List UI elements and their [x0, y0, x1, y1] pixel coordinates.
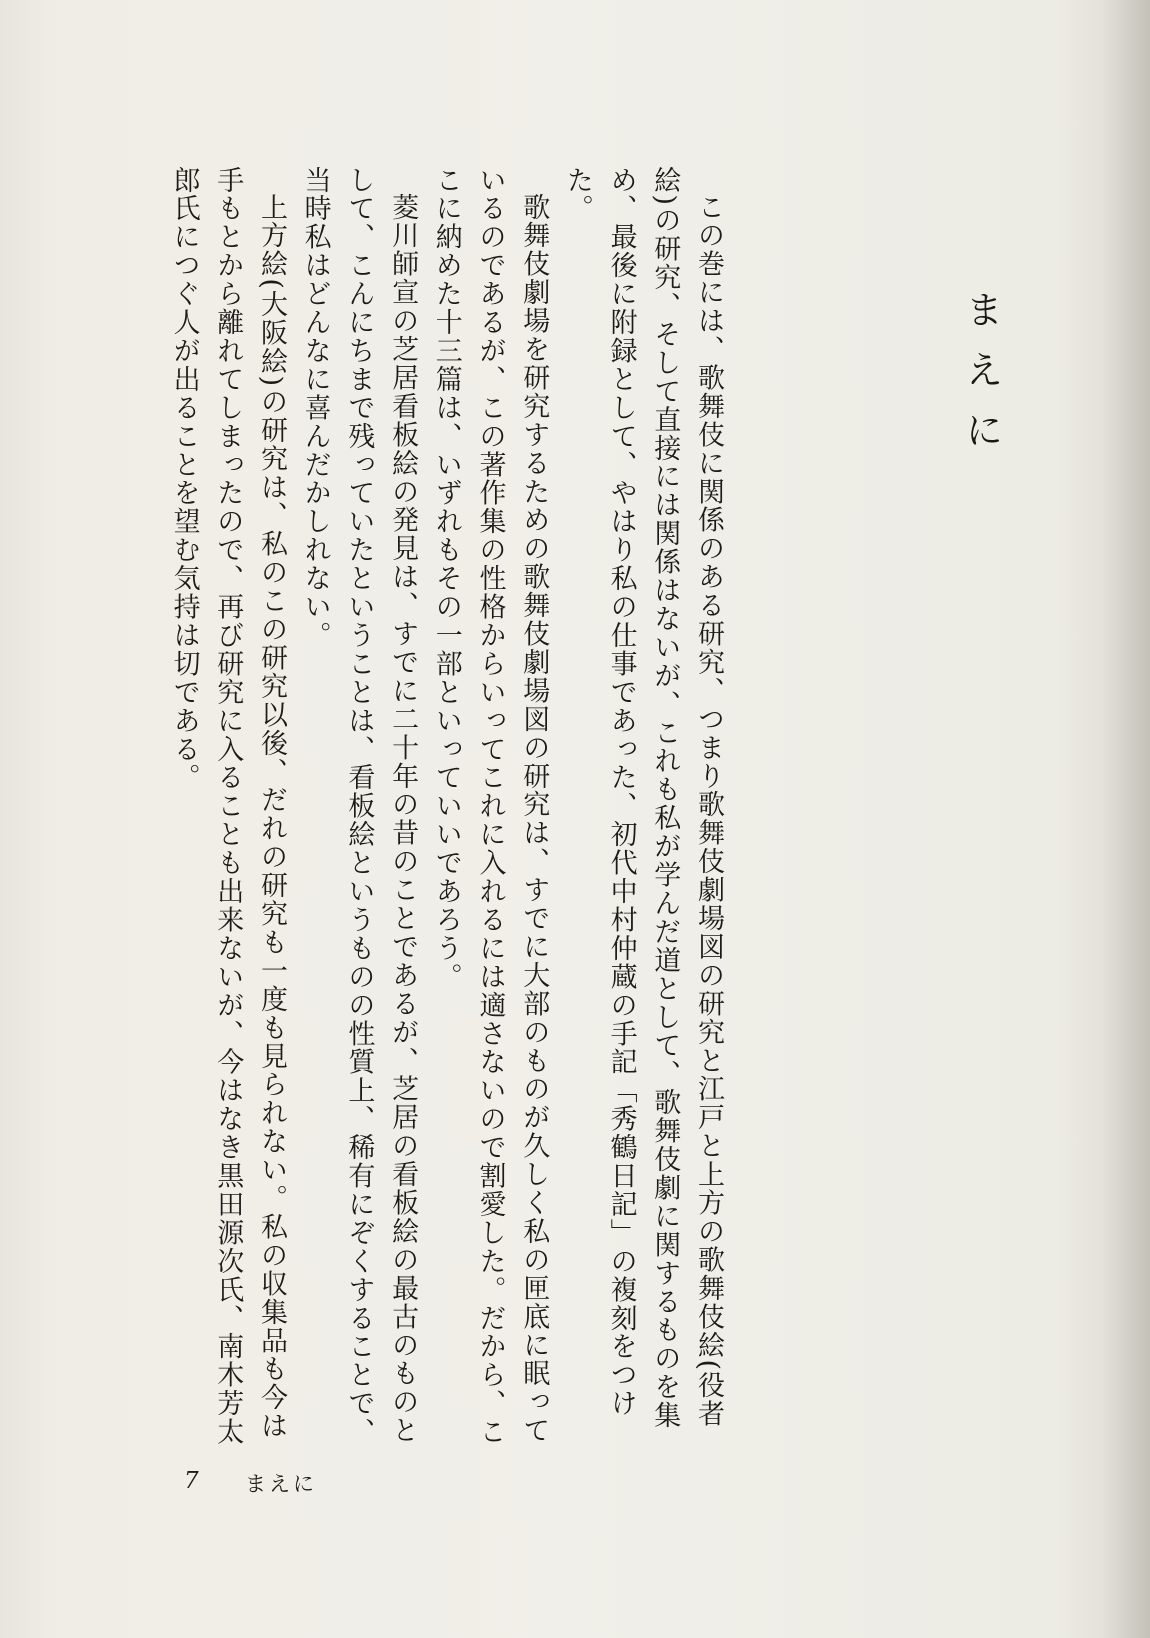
page-title: まえに: [959, 290, 1003, 470]
paragraph-3: 菱川師宣の芝居看板絵の発見は、すでに二十年の昔のことであるが、芝居の看板絵の最古のものとして、こんにちまで残っていたということは、看板絵というものの性質上、稀有にぞくすることで、当時私はどんなに喜んだかしれない。: [299, 166, 419, 1447]
running-title: まえに: [245, 1472, 317, 1496]
body-text: [170, 166, 730, 1454]
paragraph-4: 上方絵(大阪絵)の研究は、私のこの研究以後、だれの研究も一度も見られない。私の収集品も今は手もとから離れてしまったので、再び研究に入ることも出来ないが、今はなき黒田源次氏、南木芳太郎氏につぐ人が出ることを望む気持は切である。: [168, 166, 287, 1447]
page-number: 7: [184, 1468, 199, 1494]
paragraph-1: この巻には、歌舞伎に関係のある研究、つまり歌舞伎劇場図の研究と江戸と上方の歌舞伎絵(役者絵)の研究、そして直接には関係はないが、これも私が学んだ道として、歌舞伎劇に関するものを集め、最後に附録として、やはり私の仕事であった、初代中村仲蔵の手記「秀鶴日記」の複刻をつけた。: [561, 166, 724, 1430]
page-edge-shadow: [1102, 0, 1150, 1638]
paragraph-2: 歌舞伎劇場を研究するための歌舞伎劇場図の研究は、すでに大部のものが久しく私の匣底に眠っているのであるが、この著作集の性格からいってこれに入れるには適さないので割愛した。だから、ここに納めた十三篇は、いずれもその一部といっていいであろう。: [430, 166, 550, 1447]
